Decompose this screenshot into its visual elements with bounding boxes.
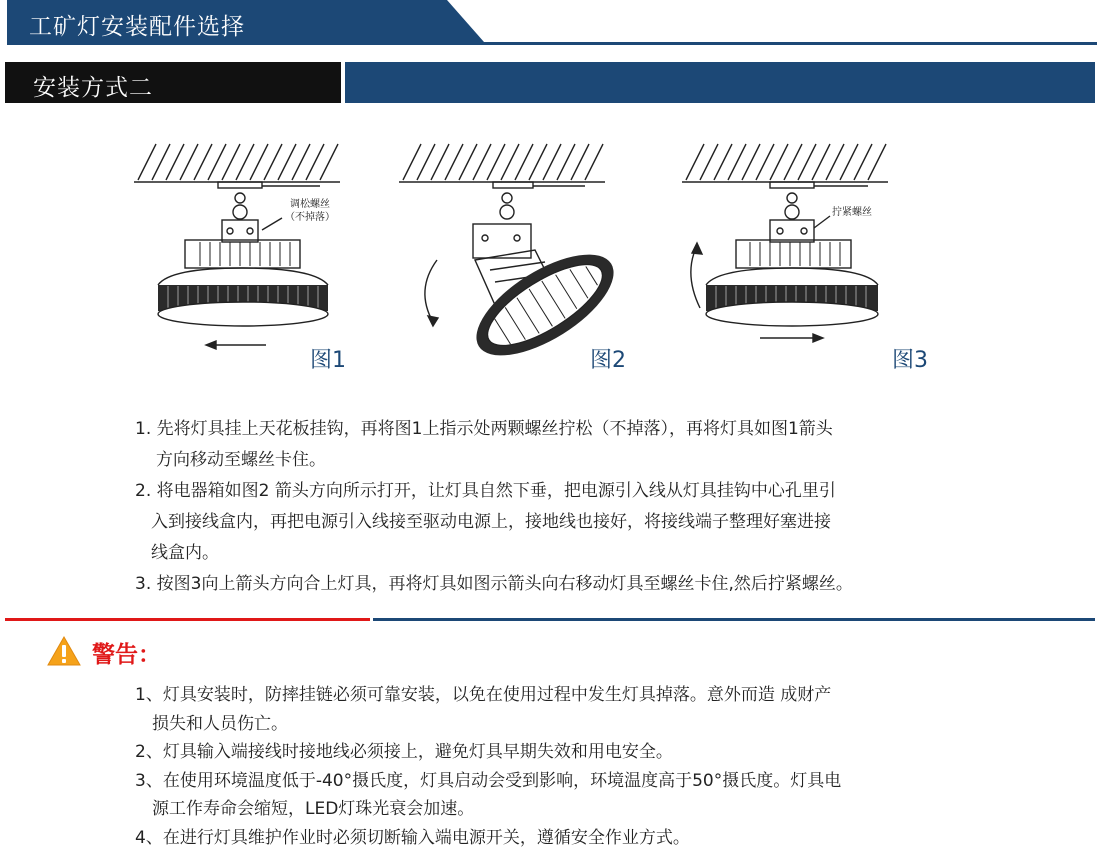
annotation-line: （不掉落） [285, 211, 335, 224]
warning-line: 1、灯具安装时，防摔挂链必须可靠安装，以免在使用过程中发生灯具掉落。意外而造 成财产 [135, 681, 965, 710]
figure-1-caption: 图1 [310, 343, 346, 374]
figure-1-drawing [130, 140, 380, 375]
rotate-arrow-icon [425, 260, 438, 326]
page-title: 工矿灯安装配件选择 [29, 8, 245, 41]
figure-2-caption: 图2 [590, 343, 626, 374]
warning-line: 4、在进行灯具维护作业时必须切断输入端电源开关，遵循安全作业方式。 [135, 824, 965, 852]
title-underline [7, 42, 1097, 45]
divider-blue [373, 618, 1095, 621]
arrow-left-icon [206, 341, 266, 349]
figure-3-drawing [678, 140, 938, 375]
annotation-line: 调松螺丝 [285, 198, 335, 211]
warning-line: 损失和人员伤亡。 [135, 710, 965, 739]
warning-line: 2、灯具输入端接线时接地线必须接上，避免灯具早期失效和用电安全。 [135, 738, 965, 767]
installation-steps [135, 414, 965, 600]
step-line: 线盒内。 [135, 538, 965, 569]
header-title-bar [7, 0, 484, 44]
warning-line: 3、在使用环境温度低于-40°摄氏度，灯具启动会受到影响，环境温度高于50°摄氏度。灯具电 [135, 767, 965, 796]
warning-title: 警告： [92, 636, 161, 669]
ceiling-hatch [138, 144, 338, 180]
section-bar-accent [345, 62, 1095, 103]
step-line: 1. 先将灯具挂上天花板挂钩，再将图1上指示处两颗螺丝拧松（不掉落），再将灯具如图1箭头 [135, 414, 965, 445]
step-line: 入到接线盒内，再把电源引入线接至驱动电源上，接地线也接好，将接线端子整理好塞进接 [135, 507, 965, 538]
rotate-up-arrow-icon [691, 243, 702, 308]
annotation-line: 拧紧螺丝 [832, 206, 872, 219]
divider-red [5, 618, 370, 621]
section-title-bar [5, 62, 341, 103]
figure-1-annotation [285, 198, 335, 224]
figure-3-annotation [832, 206, 872, 219]
section-title: 安装方式二 [33, 69, 153, 102]
warning-line: 源工作寿命会缩短，LED灯珠光衰会加速。 [135, 795, 965, 824]
arrow-right-icon [760, 334, 823, 342]
step-line: 3. 按图3向上箭头方向合上灯具，再将灯具如图示箭头向右移动灯具至螺丝卡住,然后拧紧螺丝。 [135, 569, 965, 600]
figure-2 [395, 140, 645, 375]
figure-2-drawing [395, 140, 645, 375]
warning-list [135, 681, 965, 852]
figure-1 [130, 140, 380, 375]
step-line: 方向移动至螺丝卡住。 [135, 445, 965, 476]
step-line: 2. 将电器箱如图2 箭头方向所示打开，让灯具自然下垂，把电源引入线从灯具挂钩中心孔里引 [135, 476, 965, 507]
figure-3-caption: 图3 [892, 343, 928, 374]
figure-3 [678, 140, 938, 375]
warning-triangle-icon [47, 636, 81, 670]
